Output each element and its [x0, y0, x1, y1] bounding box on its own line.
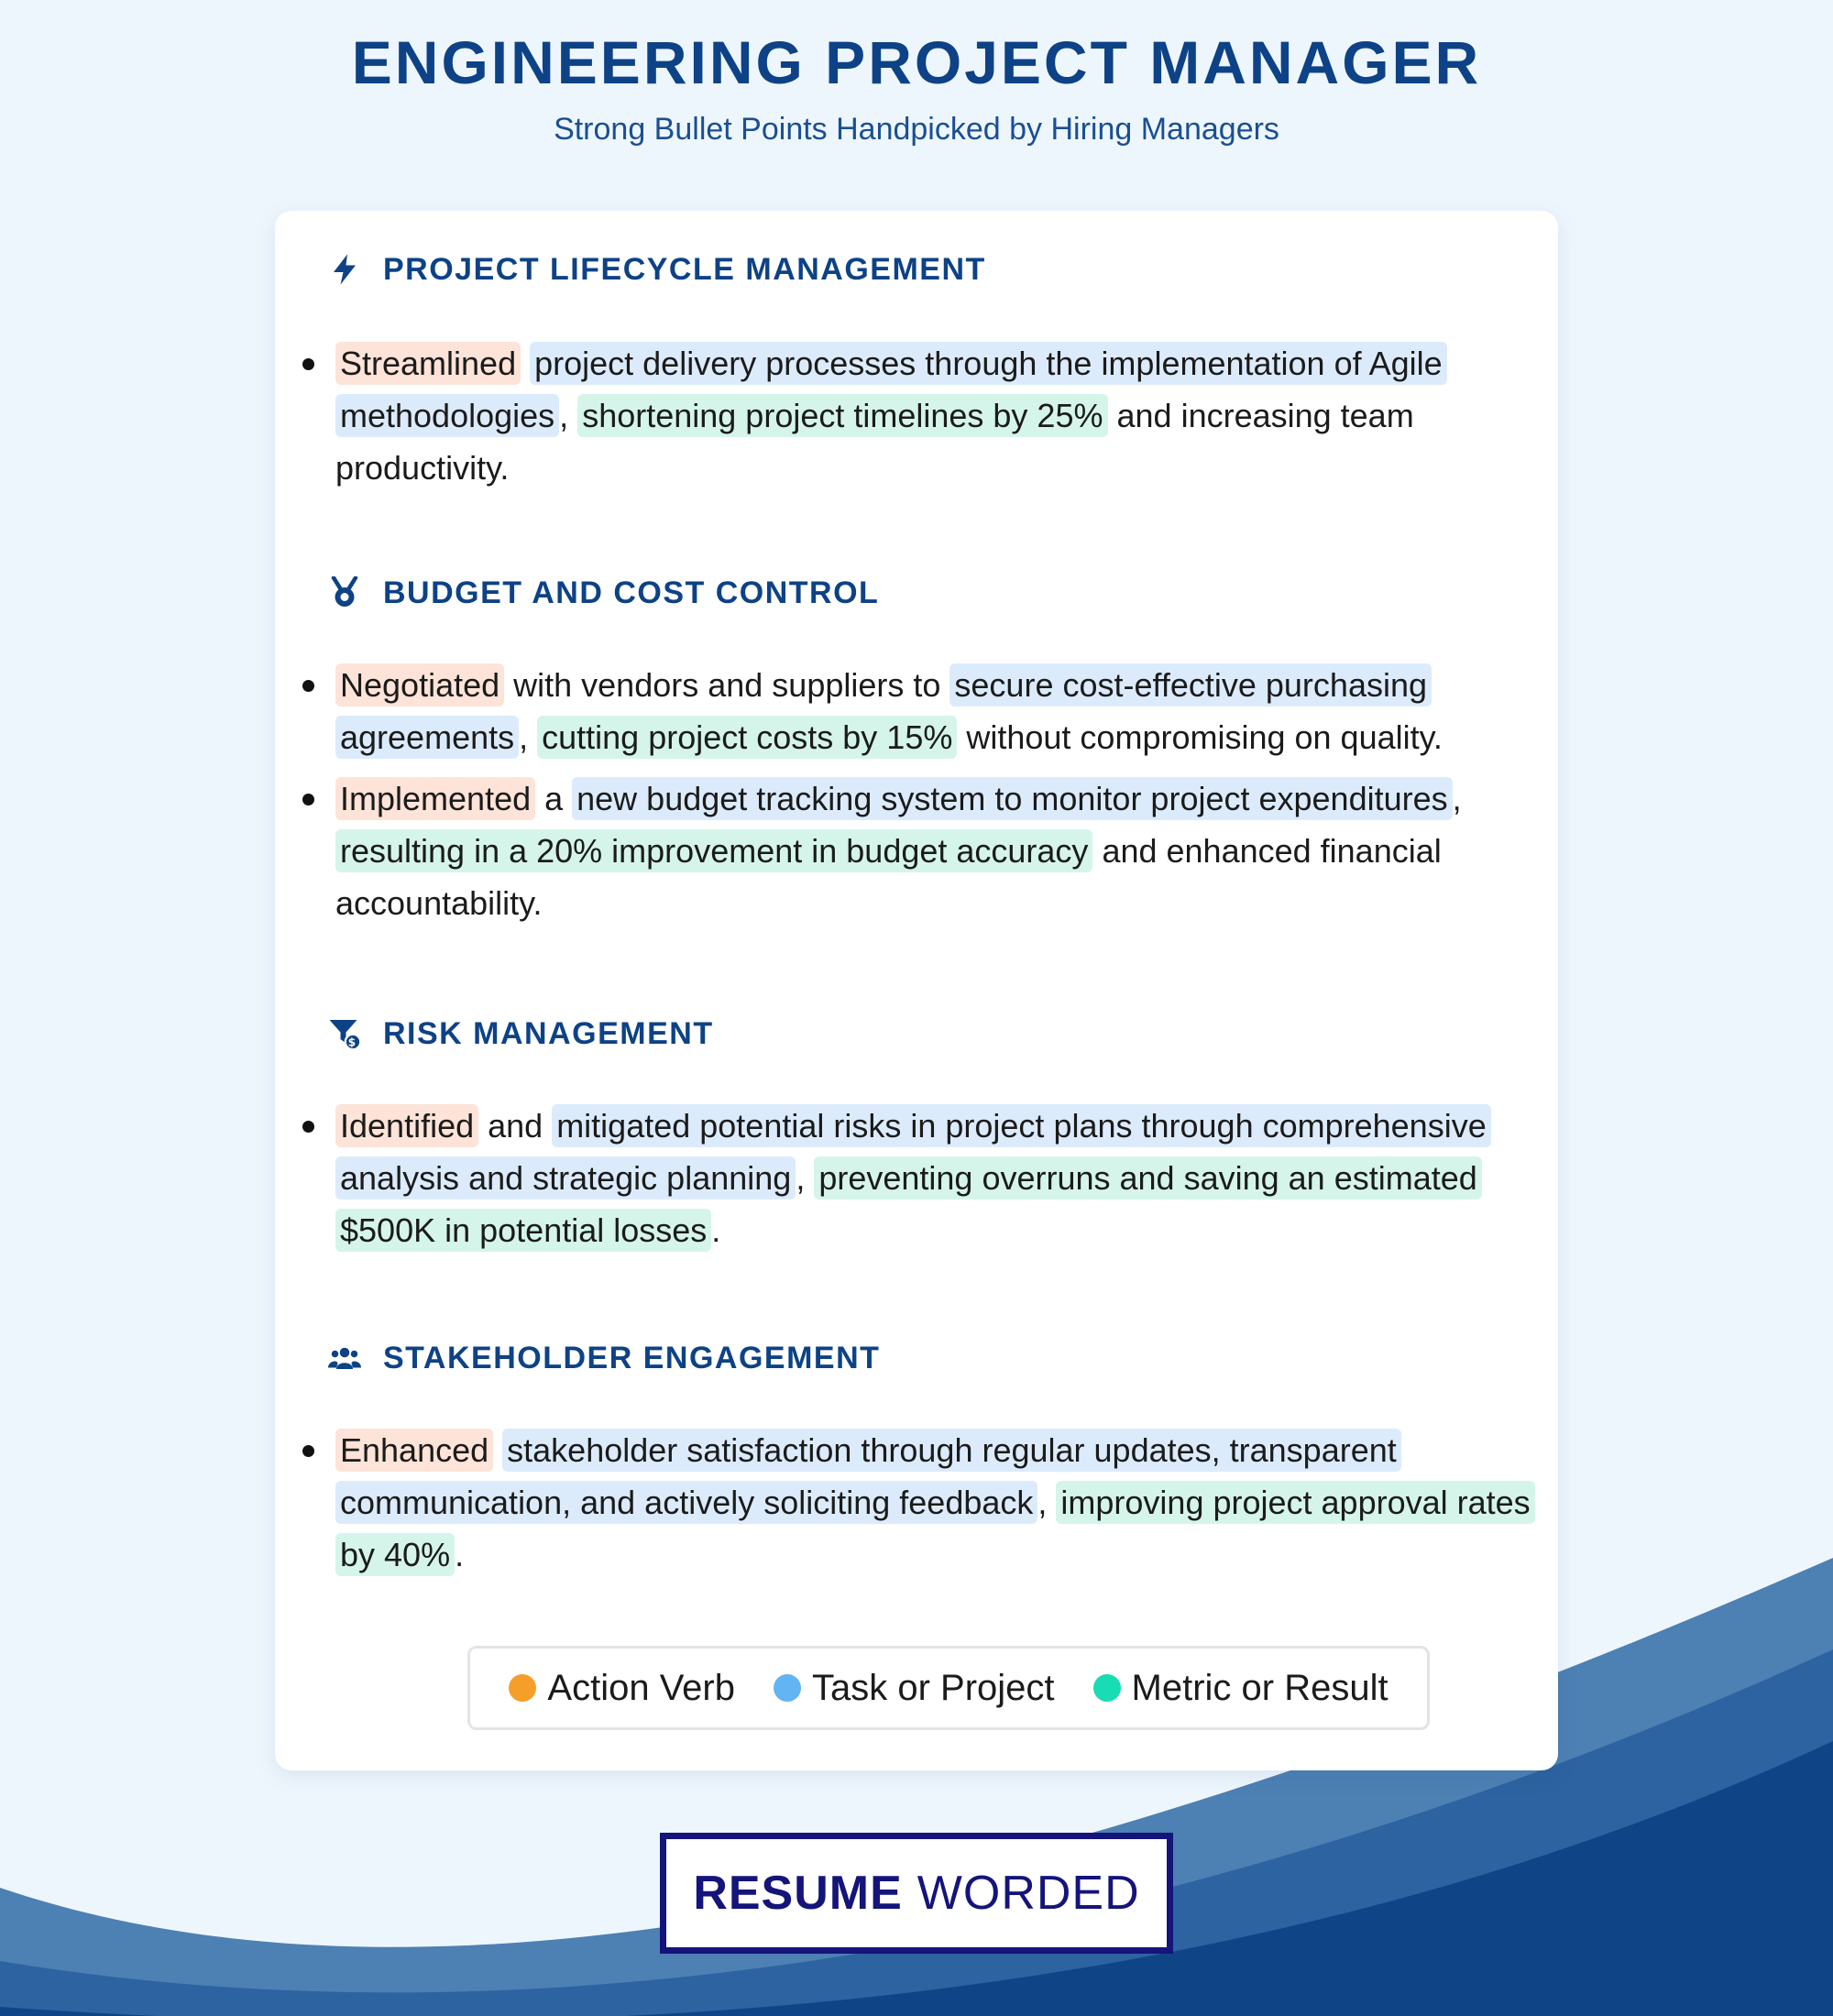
- metric-segment: improving project approval rates by 40%: [335, 1481, 1535, 1576]
- bullet-item: [302, 659, 1535, 763]
- logo-regular-word: WORDED: [916, 1867, 1140, 1920]
- text-segment: a: [535, 780, 573, 817]
- task-segment: stakeholder satisfaction through regular updates, transparent communication, and actively soliciting feedback: [335, 1429, 1401, 1524]
- page-subtitle: Strong Bullet Points Handpicked by Hiring Managers: [554, 112, 1279, 147]
- task-segment: mitigated potential risks in project plans through comprehensive analysis and strategic planning: [335, 1104, 1491, 1200]
- legend-item-metric: [1093, 1668, 1388, 1709]
- bullet-list: [302, 337, 1535, 503]
- text-segment: and increasing team productivity.: [335, 397, 1414, 487]
- section-title: BUDGET AND COST CONTROL: [383, 575, 880, 610]
- text-segment: ,: [796, 1159, 815, 1197]
- bullet-item: [302, 772, 1535, 929]
- metric-segment: preventing overruns and saving an estimated $500K in potential losses: [335, 1156, 1482, 1252]
- text-segment: .: [711, 1211, 721, 1249]
- metric-segment: cutting project costs by 15%: [537, 716, 957, 759]
- text-segment: .: [455, 1536, 465, 1573]
- legend-label: Task or Project: [811, 1667, 1055, 1708]
- legend-dot: [774, 1674, 801, 1702]
- bullet-list: [302, 1424, 1535, 1590]
- action-verb: Streamlined: [335, 342, 521, 385]
- action-verb: Identified: [335, 1104, 478, 1147]
- highlight-legend: [467, 1646, 1430, 1730]
- section-heading: [328, 1008, 714, 1059]
- section-title: RISK MANAGEMENT: [383, 1015, 714, 1051]
- legend-item-task: [774, 1668, 1055, 1709]
- lightning-bolt-icon: [328, 253, 361, 286]
- bullet-list: [302, 659, 1535, 938]
- legend-dot: [509, 1674, 536, 1702]
- medal-icon: [328, 576, 361, 609]
- task-segment: secure cost-effective purchasing agreements: [335, 663, 1432, 759]
- legend-dot: [1093, 1674, 1121, 1702]
- section-heading: [328, 567, 879, 619]
- resume-worded-logo: [660, 1833, 1173, 1954]
- page-title: ENGINEERING PROJECT MANAGER: [351, 28, 1482, 96]
- section-heading: [328, 1332, 880, 1384]
- text-segment: without compromising on quality.: [957, 718, 1443, 756]
- action-verb: Implemented: [335, 777, 535, 820]
- metric-segment: resulting in a 20% improvement in budget accuracy: [335, 829, 1092, 872]
- action-verb: Enhanced: [335, 1429, 493, 1472]
- logo-bold-word: RESUME: [693, 1867, 903, 1920]
- bullet-list: [302, 1100, 1535, 1265]
- text-segment: with vendors and suppliers to: [504, 666, 950, 704]
- text-segment: ,: [559, 397, 578, 434]
- bullet-item: [302, 1100, 1535, 1256]
- task-segment: project delivery processes through the implementation of Agile methodologies: [335, 342, 1447, 437]
- users-icon: [328, 1342, 361, 1375]
- bullet-item: [302, 1424, 1535, 1581]
- text-segment: ,: [1452, 780, 1462, 817]
- svg-text:$: $: [347, 1035, 358, 1049]
- funnel-dollar-icon: [328, 1017, 361, 1050]
- text-segment: and enhanced financial accountability.: [335, 832, 1442, 922]
- section-heading: [328, 244, 986, 295]
- action-verb: Negotiated: [335, 663, 504, 707]
- metric-segment: shortening project timelines by 25%: [577, 394, 1107, 437]
- bullet-item: [302, 337, 1535, 494]
- text-segment: [493, 1431, 502, 1469]
- legend-label: Metric or Result: [1131, 1667, 1388, 1708]
- text-segment: and: [478, 1107, 553, 1145]
- text-segment: ,: [1037, 1484, 1057, 1521]
- text-segment: ,: [519, 718, 538, 756]
- legend-item-action-verb: [509, 1668, 735, 1709]
- legend-label: Action Verb: [547, 1667, 735, 1708]
- section-title: PROJECT LIFECYCLE MANAGEMENT: [383, 251, 986, 287]
- section-title: STAKEHOLDER ENGAGEMENT: [383, 1340, 881, 1375]
- text-segment: [521, 345, 530, 382]
- task-segment: new budget tracking system to monitor project expenditures: [572, 777, 1452, 820]
- bullet-points-card: [275, 211, 1558, 1770]
